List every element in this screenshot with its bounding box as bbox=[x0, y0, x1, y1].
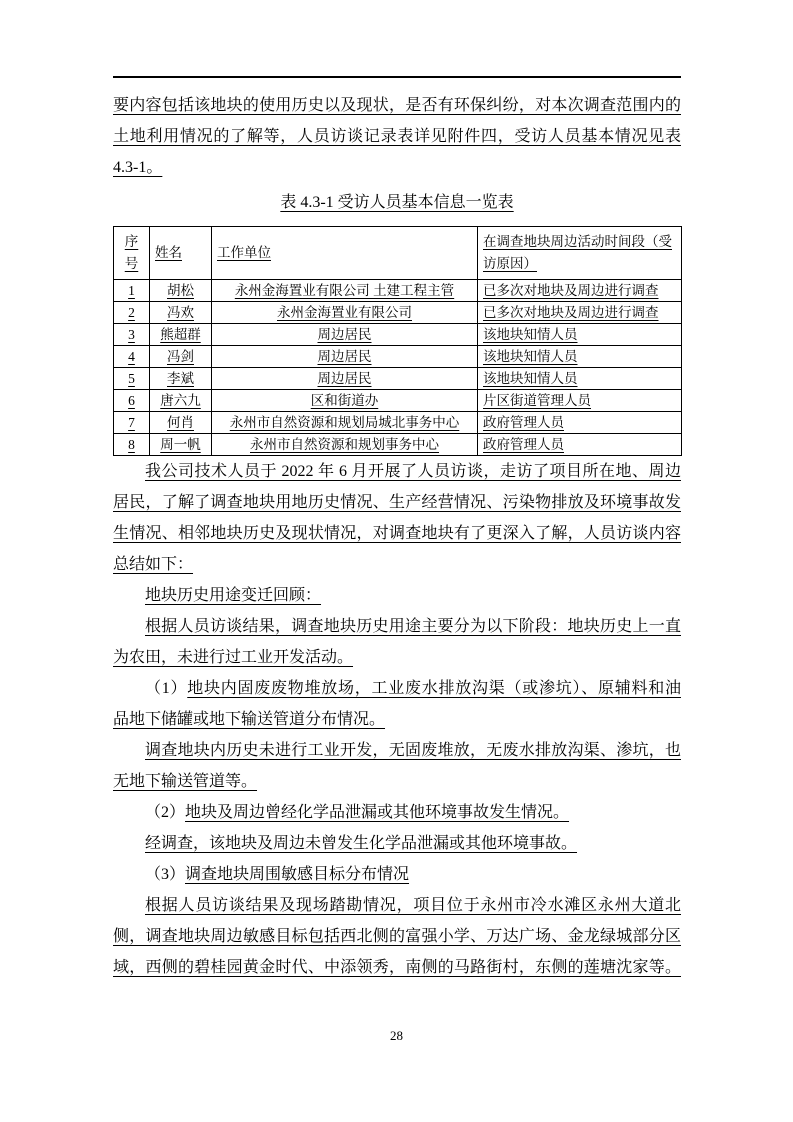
page-content bbox=[113, 90, 681, 983]
cell-unit: 永州金海置业有限公司 bbox=[212, 302, 478, 324]
cell-unit: 周边居民 bbox=[212, 324, 478, 346]
paragraph-text: 根据人员访谈结果，调查地块历史用途主要分为以下阶段：地块历史上一直 bbox=[145, 618, 681, 635]
cell-reason: 已多次对地块及周边进行调查 bbox=[478, 302, 682, 324]
cell-name: 冯剑 bbox=[150, 346, 212, 368]
interviewee-table bbox=[113, 226, 682, 456]
cell-reason: 该地块知情人员 bbox=[478, 346, 682, 368]
cell-no: 2 bbox=[114, 302, 150, 324]
paragraph-text: 地块及周边曾经化学品泄漏或其他环境事故发生情况。 bbox=[185, 804, 570, 821]
paragraph-line bbox=[113, 704, 681, 735]
cell-name: 胡松 bbox=[150, 280, 212, 302]
table-title bbox=[113, 187, 681, 218]
cell-unit: 永州市自然资源和规划事务中心 bbox=[212, 434, 478, 456]
paragraph-line bbox=[113, 921, 681, 952]
cell-unit: 周边居民 bbox=[212, 346, 478, 368]
paragraph-line bbox=[113, 611, 681, 642]
paragraph-text: 侧，调查地块周边敏感目标包括西北侧的富强小学、万达广场、金龙绿城部分区 bbox=[113, 928, 681, 945]
cell-no: 4 bbox=[114, 346, 150, 368]
table-row bbox=[114, 412, 682, 434]
paragraph-text: 总结如下： bbox=[113, 556, 194, 573]
paragraph-line bbox=[113, 673, 681, 704]
table-row bbox=[114, 302, 682, 324]
paragraph-text: 土地利用情况的了解等，人员访谈记录表详见附件四，受访人员基本情况见表 bbox=[113, 128, 681, 145]
table-row bbox=[114, 346, 682, 368]
cell-name: 李斌 bbox=[150, 368, 212, 390]
cell-reason: 政府管理人员 bbox=[478, 434, 682, 456]
paragraph-text: 地块内固废废物堆放场，工业废水排放沟渠（或渗坑）、原辅料和油 bbox=[187, 680, 681, 697]
cell-no: 5 bbox=[114, 368, 150, 390]
header-rule bbox=[113, 76, 681, 78]
cell-name: 冯欢 bbox=[150, 302, 212, 324]
header-reason: 在调查地块周边活动时间段（受访原因） bbox=[478, 227, 682, 280]
paragraph-text: 生情况、相邻地块历史及现状情况，对调查地块有了更深入了解，人员访谈内容 bbox=[113, 525, 681, 542]
cell-reason: 已多次对地块及周边进行调查 bbox=[478, 280, 682, 302]
list-number: （3） bbox=[145, 866, 186, 883]
table-row bbox=[114, 390, 682, 412]
cell-reason: 政府管理人员 bbox=[478, 412, 682, 434]
table-row bbox=[114, 368, 682, 390]
cell-name: 周一帆 bbox=[150, 434, 212, 456]
paragraph-line bbox=[113, 487, 681, 518]
paragraph-line bbox=[113, 828, 681, 859]
header-name: 姓名 bbox=[150, 227, 212, 280]
paragraph-text: 根据人员访谈结果及现场踏勘情况，项目位于永州市冷水滩区永州大道北 bbox=[145, 897, 681, 914]
paragraph-line bbox=[113, 456, 681, 487]
cell-name: 何肖 bbox=[150, 412, 212, 434]
cell-unit: 区和街道办 bbox=[212, 390, 478, 412]
cell-no: 6 bbox=[114, 390, 150, 412]
cell-reason: 该地块知情人员 bbox=[478, 368, 682, 390]
cell-reason: 片区街道管理人员 bbox=[478, 390, 682, 412]
paragraph-line bbox=[113, 735, 681, 766]
paragraph-text: 为农田，未进行过工业开发活动。 bbox=[113, 649, 354, 666]
paragraph-text: 域，西侧的碧桂园黄金时代、中添领秀，南侧的马路街村，东侧的莲塘沈家等。 bbox=[113, 959, 681, 976]
cell-reason: 该地块知情人员 bbox=[478, 324, 682, 346]
header-unit: 工作单位 bbox=[212, 227, 478, 280]
paragraph-line bbox=[113, 152, 681, 183]
paragraph-line bbox=[113, 859, 681, 890]
paragraph-line bbox=[113, 549, 681, 580]
cell-name: 熊超群 bbox=[150, 324, 212, 346]
table-row bbox=[114, 280, 682, 302]
paragraph-text: 居民，了解了调查地块用地历史情况、生产经营情况、污染物排放及环境事故发 bbox=[113, 494, 681, 511]
page-number: 28 bbox=[390, 1028, 403, 1043]
cell-unit: 永州金海置业有限公司 土建工程主管 bbox=[212, 280, 478, 302]
paragraph-text: 要内容包括该地块的使用历史以及现状，是否有环保纠纷，对本次调查范围内的 bbox=[113, 97, 681, 114]
table-title-text: 表 4.3-1 受访人员基本信息一览表 bbox=[280, 194, 514, 211]
list-number: （1） bbox=[145, 680, 188, 697]
paragraph-text: 4.3-1。 bbox=[113, 159, 163, 176]
paragraph-text: 我公司技术人员于 2022 年 6 月开展了人员访谈，走访了项目所在地、周边 bbox=[145, 463, 681, 480]
paragraph-line bbox=[113, 90, 681, 121]
cell-no: 7 bbox=[114, 412, 150, 434]
table-row bbox=[114, 324, 682, 346]
paragraph-line bbox=[113, 797, 681, 828]
paragraph-text: 调查地块内历史未进行工业开发，无固废堆放，无废水排放沟渠、渗坑，也 bbox=[145, 742, 681, 759]
paragraph-line bbox=[113, 766, 681, 797]
paragraph-line bbox=[113, 580, 681, 611]
paragraph-text: 调查地块周围敏感目标分布情况 bbox=[185, 866, 410, 883]
cell-name: 唐六九 bbox=[150, 390, 212, 412]
cell-unit: 周边居民 bbox=[212, 368, 478, 390]
cell-no: 3 bbox=[114, 324, 150, 346]
list-number: （2） bbox=[145, 804, 186, 821]
cell-no: 1 bbox=[114, 280, 150, 302]
paragraph-line bbox=[113, 642, 681, 673]
paragraph-text: 地块历史用途变迁回顾： bbox=[145, 587, 322, 604]
paragraph-text: 经调查，该地块及周边未曾发生化学品泄漏或其他环境事故。 bbox=[145, 835, 578, 852]
table-row bbox=[114, 434, 682, 456]
cell-no: 8 bbox=[114, 434, 150, 456]
cell-unit: 永州市自然资源和规划局城北事务中心 bbox=[212, 412, 478, 434]
paragraph-line bbox=[113, 952, 681, 983]
paragraph-line bbox=[113, 890, 681, 921]
paragraph-text: 品地下储罐或地下输送管道分布情况。 bbox=[113, 711, 386, 728]
table-header-row bbox=[114, 227, 682, 280]
header-no: 序号 bbox=[114, 227, 150, 280]
paragraph-text: 无地下输送管道等。 bbox=[113, 773, 258, 790]
paragraph-line bbox=[113, 121, 681, 152]
paragraph-line bbox=[113, 518, 681, 549]
